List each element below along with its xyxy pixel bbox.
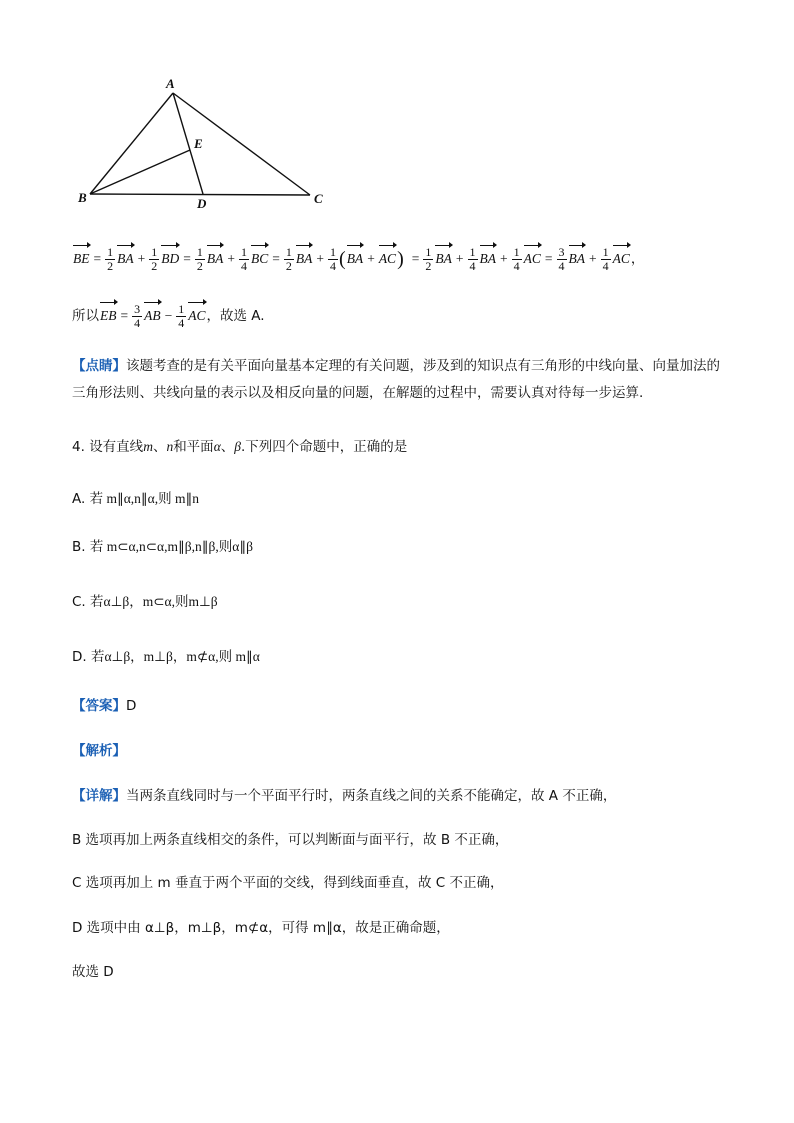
triangle-figure	[70, 70, 340, 220]
vector-ba: BA	[569, 243, 586, 269]
fraction: $\frac{1}{2}$	[285, 244, 292, 273]
question-stem	[72, 437, 407, 457]
vector-ba: BA	[117, 243, 134, 269]
fraction: $\frac{1}{4}$	[513, 244, 520, 273]
fraction: $\frac{1}{4}$	[241, 244, 247, 273]
close-paren: )	[397, 248, 404, 270]
fraction: $\frac{3}{4}$	[134, 301, 141, 330]
analysis-label: 【解析】	[72, 743, 126, 759]
question-tail: .下列四个命题中，正确的是	[241, 439, 408, 455]
vertex-label-d: D	[197, 196, 207, 211]
option-text: 若α⊥β，m⊂α,则m⊥β	[90, 594, 218, 609]
analysis-heading	[72, 741, 126, 761]
fraction: $\frac{1}{4}$	[602, 244, 609, 273]
open-paren: (	[339, 248, 346, 270]
detail-line-3	[72, 873, 503, 893]
vector-ba: BA	[207, 243, 224, 269]
triangle-diagram	[70, 70, 340, 220]
detail-line-2	[72, 830, 508, 850]
detail-line-1	[72, 786, 616, 806]
comment-text: 该题考查的是有关平面向量基本定理的有关问题，涉及到的知识点有三角形的中线向量、向量加法的三角形法则、共线向量的表示以及相反向量的问题，在解题的过程中，需要认真对待每一步运算.	[72, 358, 720, 401]
vertex-label-a: A	[166, 76, 175, 91]
var-n: n	[166, 439, 174, 454]
option-c	[72, 592, 218, 612]
question-number: 4.	[72, 439, 85, 455]
option-label: A.	[72, 491, 86, 507]
vector-ac: AC	[379, 243, 396, 269]
edge-bc	[90, 194, 310, 195]
edge-ab	[90, 93, 173, 194]
vertex-label-b: B	[78, 190, 87, 205]
detail-text: 故选 D	[72, 964, 114, 980]
detail-line-5	[72, 962, 114, 982]
so-suffix: ，故选 A.	[206, 308, 265, 324]
fraction: $\frac{1}{4}$	[330, 244, 337, 273]
comma: ，	[630, 251, 645, 267]
detail-text: B 选项再加上两条直线相交的条件，可以判断面与面平行，故 B 不正确，	[72, 832, 509, 848]
vector-ac: AC	[188, 300, 205, 326]
option-label: C.	[72, 594, 86, 610]
vector-ac: AC	[524, 243, 541, 269]
option-b	[72, 537, 253, 557]
question-and: 和平面	[173, 439, 214, 455]
answer-label: 【答案】	[72, 698, 126, 714]
fraction: $\frac{1}{2}$	[151, 244, 158, 273]
detail-label: 【详解】	[72, 788, 126, 804]
option-text: 若α⊥β，m⊥β，m⊄α,则 m∥α	[90, 649, 260, 664]
vertex-label-e: E	[194, 136, 203, 151]
segment-be	[90, 150, 190, 194]
detail-line-4	[72, 918, 450, 938]
option-d	[72, 647, 260, 667]
fraction: $\frac{1}{4}$	[469, 244, 476, 273]
comment-label: 【点睛】	[72, 358, 126, 374]
vector-ba: BA	[435, 243, 452, 269]
comment-paragraph	[72, 353, 722, 407]
fraction: $\frac{1}{2}$	[196, 244, 203, 273]
fraction: $\frac{1}{2}$	[107, 244, 114, 273]
vector-ba: BA	[296, 243, 313, 269]
option-label: B.	[72, 539, 86, 555]
fraction: $\frac{3}{4}$	[558, 244, 565, 273]
vector-equation-line: BE = $\frac{1}{2}$ BA + $\frac{1}{2}$ BD = $\frac{1}{2}$ BA + $\frac{1}{4}$ BC = $\frac{1}{2}$ BA + $\frac{1}{4}$ (BA + AC) = $\frac{1}{2}$ BA + $\frac{1}{4}$ BA + $\frac{1}{4}$ AC = $\frac{3}{4}$ BA + $\frac{1}{4}$ AC，	[73, 244, 645, 273]
fraction: $\frac{1}{4}$	[178, 301, 185, 330]
separator: 、	[220, 439, 235, 455]
detail-text: 当两条直线同时与一个平面平行时，两条直线之间的关系不能确定，故 A 不正确，	[126, 788, 617, 804]
fraction: $\frac{1}{2}$	[425, 244, 432, 273]
vector-eb: EB	[100, 300, 117, 326]
vector-ba: BA	[480, 243, 497, 269]
option-a	[72, 489, 199, 509]
vector-bc: BC	[251, 243, 268, 269]
conclusion-line: 所以EB = $\frac{3}{4}$ AB − $\frac{1}{4}$ AC，故选 A.	[72, 301, 265, 330]
vector-be: BE	[73, 243, 90, 269]
so-prefix: 所以	[72, 308, 99, 324]
vertex-label-c: C	[314, 191, 323, 206]
answer-line	[72, 696, 136, 716]
vector-ac: AC	[613, 243, 630, 269]
vector-ba: BA	[347, 243, 364, 269]
vector-bd: BD	[161, 243, 179, 269]
option-label: D.	[72, 649, 87, 665]
detail-text: D 选项中由 α⊥β，m⊥β，m⊄α，可得 m∥α，故是正确命题，	[72, 920, 450, 936]
separator: 、	[152, 439, 167, 455]
detail-text: C 选项再加上 m 垂直于两个平面的交线，得到线面垂直，故 C 不正确，	[72, 875, 504, 891]
question-stem-text: 设有直线	[89, 439, 144, 455]
option-text: 若 m∥α,n∥α,则 m∥n	[89, 491, 199, 506]
vector-ab: AB	[144, 300, 161, 326]
answer-value: D	[126, 698, 137, 714]
var-m: m	[143, 439, 153, 454]
option-text: 若 m⊂α,n⊂α,m∥β,n∥β,则α∥β	[89, 539, 253, 554]
var-alpha: α	[213, 439, 221, 454]
var-beta: β	[234, 439, 242, 454]
